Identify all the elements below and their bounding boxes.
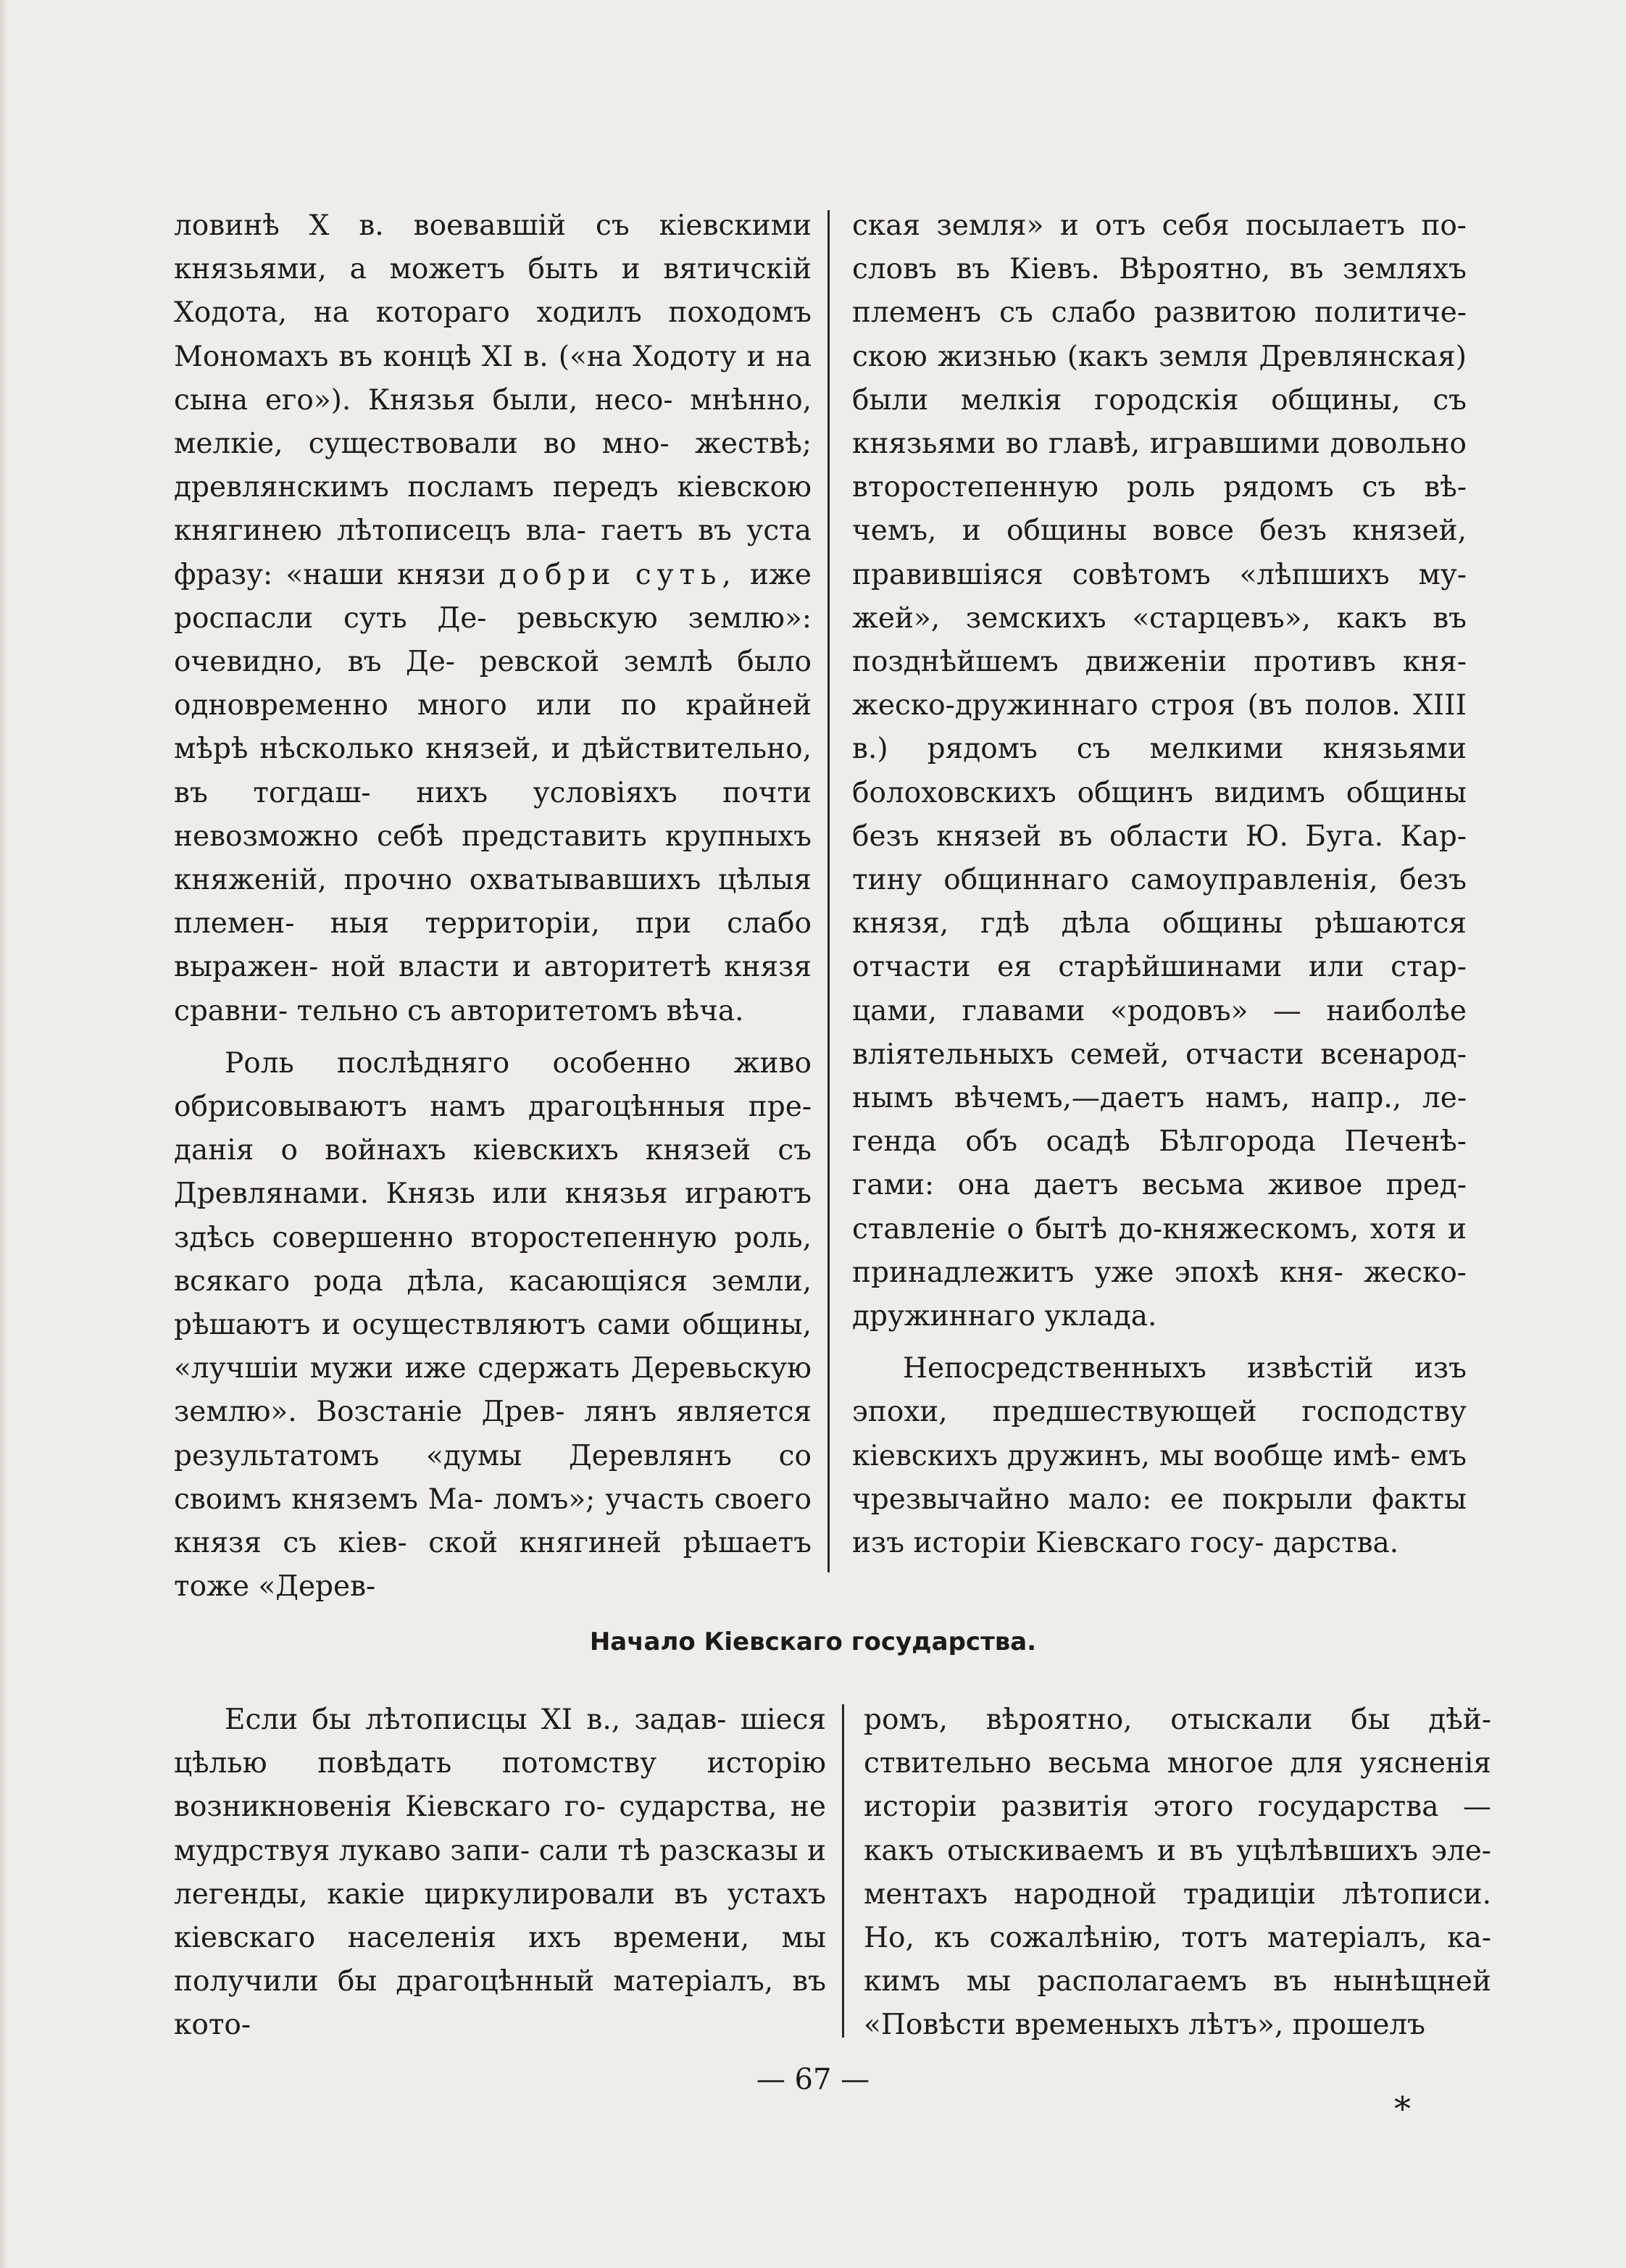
- text-line: какъ отыскиваемъ и въ уцѣлѣвшихъ эле-: [864, 1834, 1491, 1867]
- text-line: много или по крайней мѣрѣ нѣсколько: [174, 689, 812, 766]
- text-line: Мономахъ въ концѣ XI в. («на Ходоту: [174, 340, 737, 373]
- text-line: нихъ условіяхъ почти невозможно: [174, 776, 812, 853]
- text-line: ствительно весьма многое для уясненія: [864, 1747, 1491, 1780]
- text-line: кіевскою княгинею лѣтописецъ вла-: [174, 471, 812, 548]
- text-line: и принадлежитъ уже эпохѣ кня-: [852, 1212, 1467, 1289]
- text-line: цами, главами «родовъ» — наиболѣе: [852, 994, 1467, 1027]
- text-line: Непосредственныхъ извѣстій изъ: [903, 1352, 1467, 1385]
- text-line: обрисовываютъ намъ драгоцѣнныя пре-: [174, 1091, 812, 1124]
- text-line: иже роспасли суть Де-: [174, 558, 812, 635]
- text-line: кимъ мы располагаемъ въ нынѣщней: [864, 1965, 1491, 1998]
- text-line: Если бы лѣтописцы XI в., задав-: [225, 1704, 727, 1736]
- text-line: дарства.: [1272, 1527, 1399, 1560]
- text-line: Деревлянъ со своимъ княземъ Ма-: [174, 1439, 812, 1516]
- text-line: ныя территоріи, при слабо выражен-: [174, 907, 812, 984]
- column-divider-top: [827, 210, 830, 1572]
- text-line: отчасти ея старѣйшинами или стар-: [852, 951, 1467, 984]
- text-line: шіеся цѣлью повѣдать потомству: [174, 1704, 826, 1780]
- text-line: словъ въ Кіевъ. Вѣроятно, въ земляхъ: [852, 253, 1467, 286]
- spaced-quote: добри суть,: [499, 558, 737, 591]
- text-line: позднѣйшемъ движеніи противъ кня-: [852, 646, 1467, 679]
- text-line: емъ чрезвычайно мало: ее покрыли: [852, 1439, 1467, 1516]
- text-line: ной власти и авторитетѣ князя сравни-: [174, 951, 812, 1027]
- text-line: князьями, а можетъ быть и вятичскій: [174, 253, 812, 286]
- text-line: были мелкія городскія общины, съ: [852, 383, 1467, 417]
- text-line: князей, и дѣйствительно, въ тогдаш-: [174, 733, 812, 809]
- text-line: гаетъ въ уста фразу: «наши князи: [174, 514, 812, 591]
- text-line: племенъ съ слабо развитою политиче-: [852, 296, 1467, 330]
- bottom-left-paragraph: [174, 1698, 826, 2048]
- text-line: ревской землѣ было одновременно: [174, 646, 812, 722]
- text-line: кіевскихъ дружинъ, мы вообще имѣ-: [852, 1439, 1401, 1472]
- top-left-paragraph-1: [174, 204, 812, 1033]
- text-line: вліятельныхъ семей, отчасти всенарод-: [852, 1038, 1467, 1071]
- text-line: жеско-дружиннаго строя (въ полов.: [852, 689, 1401, 722]
- text-line: ромъ, вѣроятно, отыскали бы дѣй-: [864, 1704, 1491, 1736]
- text-line: жеско-дружиннаго уклада.: [852, 1256, 1467, 1333]
- text-line: тину общиннаго самоуправленія, безъ: [852, 864, 1467, 897]
- text-line: исторіи развитія этого государства —: [864, 1790, 1491, 1824]
- text-line: нымъ вѣчемъ,—даетъ намъ, напр., ле-: [852, 1082, 1467, 1115]
- section-heading: Начало Кіевскаго государства.: [589, 1627, 1037, 1656]
- text-line: сударства, не мудрствуя лукаво запи-: [174, 1790, 826, 1867]
- text-line: скою жизнью (какъ земля Древлянская): [852, 340, 1467, 373]
- top-left-paragraph-2: [174, 1042, 812, 1609]
- text-line: Деревьскую землю». Возстаніе Древ-: [174, 1352, 812, 1429]
- text-line: общины, «лучшіи мужи иже сдержать: [174, 1309, 812, 1385]
- text-line: гами: она даетъ весьма живое пред-: [852, 1169, 1467, 1202]
- text-line: ская земля» и отъ себя посылаетъ по-: [852, 209, 1467, 242]
- text-line: себѣ представить крупныхъ княженій,: [174, 820, 812, 897]
- text-line: ставленіе о бытѣ до-княжескомъ, хотя: [852, 1212, 1437, 1246]
- text-line: Ходота, на котораго ходилъ походомъ: [174, 296, 812, 330]
- text-line: сали тѣ разсказы и легенды, какіе: [174, 1834, 826, 1911]
- text-line: ловинѣ X в. воевавшій съ кіевскими: [174, 209, 812, 242]
- text-line: Роль послѣдняго особенно живо: [225, 1046, 812, 1080]
- text-line: ревьскую землю»: очевидно, въ Де-: [174, 601, 812, 679]
- text-line: генда объ осадѣ Бѣлгорода Печенѣ-: [852, 1125, 1467, 1159]
- bottom-right-column: [864, 1698, 1491, 2048]
- top-right-paragraph-2: [852, 1347, 1467, 1565]
- text-line: исторію возникновенія Кіевскаго го-: [174, 1747, 827, 1824]
- text-line: жествѣ; древлянскимъ посламъ передъ: [174, 428, 812, 504]
- bottom-left-column: [174, 1698, 826, 2048]
- text-line: XIII в.) рядомъ съ мелкими князьями: [852, 689, 1467, 766]
- text-line: циркулировали въ устахъ кіевскаго: [174, 1877, 826, 1955]
- text-line: безъ князей въ области Ю. Буга. Кар-: [852, 820, 1467, 853]
- text-line: эпохи, предшествующей господству: [852, 1396, 1467, 1429]
- column-divider-bottom: [842, 1704, 844, 2038]
- text-line: ломъ»; участь своего князя съ кіев-: [174, 1483, 812, 1560]
- text-line: князьями во главѣ, игравшими довольно: [852, 428, 1467, 461]
- text-line: мнѣнно, мелкіе, существовали во мно-: [174, 383, 812, 461]
- text-line: второстепенную роль рядомъ съ вѣ-: [852, 471, 1467, 504]
- text-line: тельно съ авторитетомъ вѣча.: [296, 994, 744, 1027]
- top-left-column: [174, 204, 812, 1609]
- top-right-paragraph-1: [852, 204, 1467, 1338]
- text-line: бы драгоцѣнный матеріалъ, въ кото-: [174, 1965, 826, 2042]
- text-line: данія о войнахъ кіевскихъ князей съ: [174, 1134, 812, 1167]
- text-line: чемъ, и общины вовсе безъ князей,: [852, 514, 1467, 548]
- text-line: правившіяся совѣтомъ «лѣпшихъ му-: [852, 558, 1467, 591]
- page-edge-shadow: [0, 0, 7, 2268]
- text-line: земли, рѣшаютъ и осуществляютъ сами: [174, 1264, 812, 1342]
- text-line: прочно охватывавшихъ цѣлыя племен-: [174, 864, 812, 941]
- text-line: Древлянами. Князь или князья играютъ: [174, 1177, 812, 1211]
- text-line: «Повѣсти временыхъ лѣтъ», прошелъ: [864, 2009, 1425, 2042]
- text-line: болоховскихъ общинъ видимъ общины: [852, 776, 1467, 809]
- text-line: ментахъ народной традиціи лѣтописи.: [864, 1877, 1491, 1911]
- text-line: ской княгиней рѣшаетъ тоже «Дерев-: [174, 1527, 812, 1604]
- text-line: лянъ является результатомъ «думы: [174, 1396, 812, 1472]
- page-number: — 67 —: [756, 2063, 870, 2096]
- text-line: князя, гдѣ дѣла общины рѣшаются: [852, 907, 1467, 941]
- text-line: Но, къ сожалѣнію, тотъ матеріалъ, ка-: [864, 1922, 1491, 1955]
- text-line: роль, всякаго рода дѣла, касающіяся: [174, 1221, 812, 1298]
- bottom-right-paragraph: [864, 1698, 1491, 2048]
- text-line: здѣсь совершенно второстепенную: [174, 1221, 717, 1254]
- top-right-column: [852, 204, 1467, 1565]
- text-line: и на сына его»). Князья были, несо-: [174, 340, 812, 417]
- text-line: жей», земскихъ «старцевъ», какъ въ: [852, 601, 1467, 635]
- text-line: населенія ихъ времени, мы получили: [174, 1922, 827, 1998]
- signature-mark: *: [1394, 2089, 1411, 2128]
- text-line: факты изъ исторіи Кіевскаго госу-: [852, 1483, 1467, 1560]
